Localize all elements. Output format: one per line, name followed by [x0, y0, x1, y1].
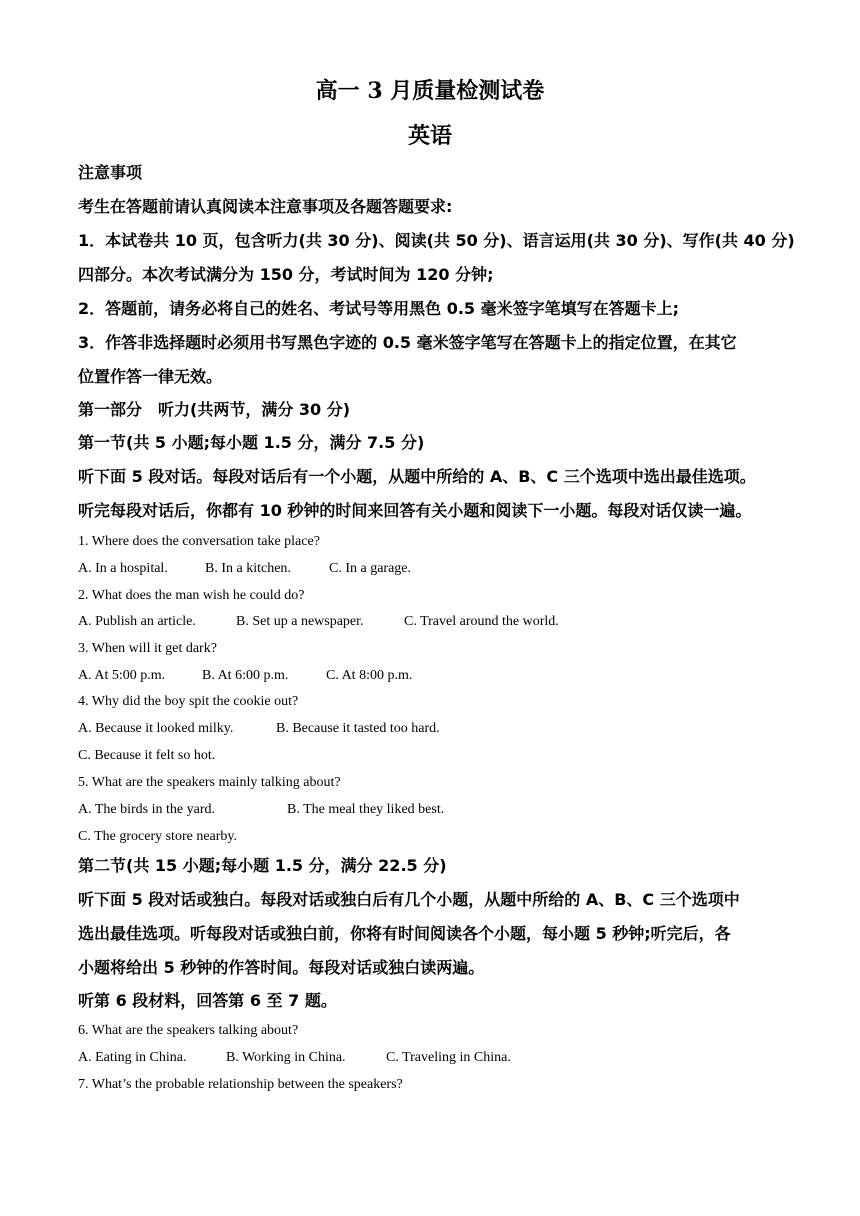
question-3-option-a: A. At 5:00 p.m. [78, 668, 166, 683]
question-1-option-a: A. In a hospital. [78, 561, 168, 576]
question-1: 1. Where does the conversation take place? [78, 534, 320, 549]
question-6-option-c: C. Traveling in China. [386, 1050, 511, 1065]
notice-item-3-line-2: 位置作答一律无效。 [78, 367, 223, 386]
question-1-option-b: B. In a kitchen. [205, 561, 291, 576]
notice-item-1-line-1: 1．本试卷共 10 页，包含听力(共 30 分)、阅读(共 50 分)、语言运用(共 30 分)、写作(共 40 分) [78, 231, 795, 250]
question-1-option-c: C. In a garage. [329, 561, 412, 576]
notice-item-1-line-2: 四部分。本次考试满分为 150 分，考试时间为 120 分钟; [78, 265, 494, 284]
section2-directions-line-2: 选出最佳选项。听每段对话或独白前，你将有时间阅读各个小题，每小题 5 秒钟;听完后，各 [78, 924, 731, 943]
question-6-option-b: B. Working in China. [226, 1050, 346, 1065]
question-4-option-b: B. Because it tasted too hard. [276, 721, 440, 736]
question-3-option-b: B. At 6:00 p.m. [202, 668, 289, 683]
question-5-option-a: A. The birds in the yard. [78, 802, 215, 817]
question-2-option-c: C. Travel around the world. [404, 614, 559, 629]
section1-heading: 第一节(共 5 小题;每小题 1.5 分，满分 7.5 分) [78, 433, 425, 452]
section1-directions-line-1: 听下面 5 段对话。每段对话后有一个小题，从题中所给的 A、B、C 三个选项中选出最佳选项。 [78, 467, 756, 486]
question-3-option-c: C. At 8:00 p.m. [326, 668, 413, 683]
section2-directions-line-3: 小题将给出 5 秒钟的作答时间。每段对话或独白读两遍。 [78, 958, 485, 977]
question-4-option-c: C. Because it felt so hot. [78, 748, 216, 763]
question-3: 3. When will it get dark? [78, 641, 217, 656]
section2-directions-line-1: 听下面 5 段对话或独白。每段对话或独白后有几个小题，从题中所给的 A、B、C 三个选项中 [78, 890, 740, 909]
notice-heading: 注意事项 [78, 163, 143, 182]
section2-heading: 第二节(共 15 小题;每小题 1.5 分，满分 22.5 分) [78, 856, 447, 875]
section1-directions-line-2: 听完每段对话后，你都有 10 秒钟的时间来回答有关小题和阅读下一小题。每段对话仅读一遍。 [78, 501, 752, 520]
material-6-heading: 听第 6 段材料，回答第 6 至 7 题。 [78, 991, 337, 1010]
exam-title: 高一 3 月质量检测试卷 [315, 78, 545, 104]
notice-item-2: 2．答题前，请务必将自己的姓名、考试号等用黑色 0.5 毫米签字笔填写在答题卡上; [78, 299, 680, 318]
question-2-option-a: A. Publish an article. [78, 614, 196, 629]
question-2: 2. What does the man wish he could do? [78, 588, 305, 603]
part1-heading: 第一部分 听力(共两节，满分 30 分) [78, 400, 351, 419]
question-7: 7. What’s the probable relationship between the speakers? [78, 1077, 403, 1092]
question-5: 5. What are the speakers mainly talking about? [78, 775, 341, 790]
question-5-option-c: C. The grocery store nearby. [78, 829, 237, 844]
subject-title: 英语 [407, 123, 452, 149]
question-5-option-b: B. The meal they liked best. [287, 802, 445, 817]
question-6: 6. What are the speakers talking about? [78, 1023, 299, 1038]
question-4-option-a: A. Because it looked milky. [78, 721, 234, 736]
notice-item-3-line-1: 3．作答非选择题时必须用书写黑色字迹的 0.5 毫米签字笔写在答题卡上的指定位置，在其它 [78, 333, 737, 352]
notice-intro: 考生在答题前请认真阅读本注意事项及各题答题要求: [78, 197, 453, 216]
question-4: 4. Why did the boy spit the cookie out? [78, 694, 299, 709]
question-2-option-b: B. Set up a newspaper. [236, 614, 364, 629]
question-6-option-a: A. Eating in China. [78, 1050, 187, 1065]
